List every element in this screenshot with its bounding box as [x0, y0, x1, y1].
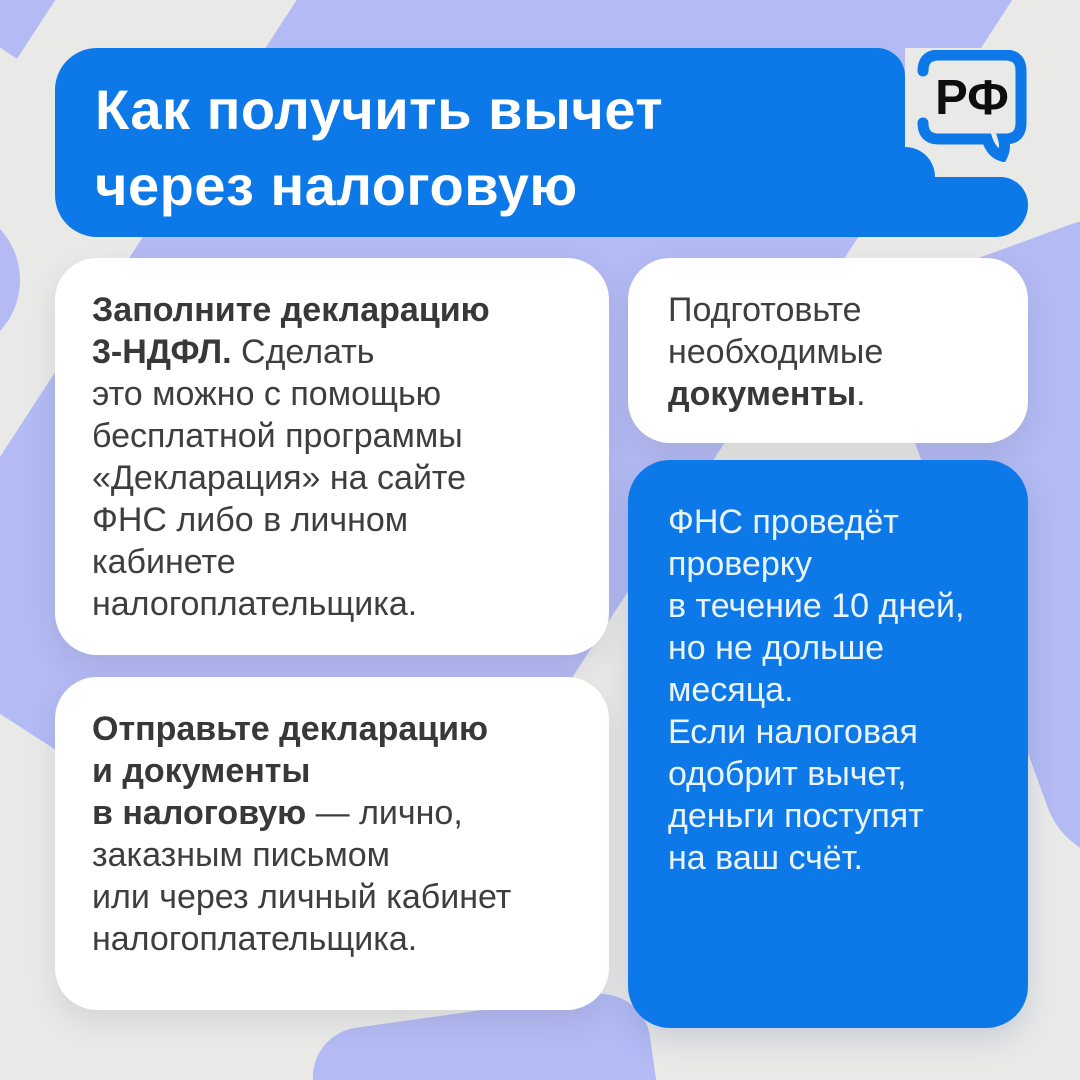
page-title-line2: через налоговую [95, 154, 578, 217]
text-line: месяца. [668, 671, 794, 709]
text-line: и документы [92, 752, 311, 790]
text-line: или через личный кабинет [92, 878, 512, 916]
lavender-left-circle [0, 205, 20, 355]
text-line: деньги поступят [668, 797, 924, 835]
page-title [95, 72, 905, 224]
text-line: кабинете [92, 543, 236, 581]
card-prepare-documents [628, 258, 1028, 443]
logo-text: РФ [935, 71, 1009, 125]
text-line: на ваш счёт. [668, 839, 863, 877]
text-line: документы. [668, 375, 866, 413]
text-line: одобрит вычет, [668, 755, 907, 793]
text-line: но не дольше [668, 629, 885, 667]
text-line: «Декларация» на сайте [92, 459, 467, 497]
speech-bubble-icon [916, 50, 1030, 162]
text-line: это можно с помощью [92, 375, 442, 413]
text-line: Подготовьте [668, 291, 862, 329]
header-card-right-tab [905, 177, 1028, 237]
text-line: Заполните декларацию [92, 291, 490, 329]
card-send-declaration [55, 677, 609, 1010]
header-card [55, 48, 905, 237]
text-line: в налоговую — лично, [92, 794, 463, 832]
text-line: проверку [668, 545, 812, 583]
text-line: налогоплательщика. [92, 585, 418, 623]
text-line: налогоплательщика. [92, 920, 418, 958]
text-line: ФНС либо в личном [92, 501, 409, 539]
card-fns-check [628, 460, 1028, 1028]
text-line: в течение 10 дней, [668, 587, 965, 625]
card-fill-declaration [55, 258, 609, 655]
page-title-line1: Как получить вычет [95, 78, 664, 141]
text-line: ФНС проведёт [668, 503, 899, 541]
rf-logo [916, 50, 1030, 162]
text-line: 3-НДФЛ. Сделать [92, 333, 375, 371]
text-line: необходимые [668, 333, 884, 371]
text-line: бесплатной программы [92, 417, 463, 455]
text-line: заказным письмом [92, 836, 391, 874]
text-line: Отправьте декларацию [92, 710, 489, 748]
text-line: Если налоговая [668, 713, 918, 751]
